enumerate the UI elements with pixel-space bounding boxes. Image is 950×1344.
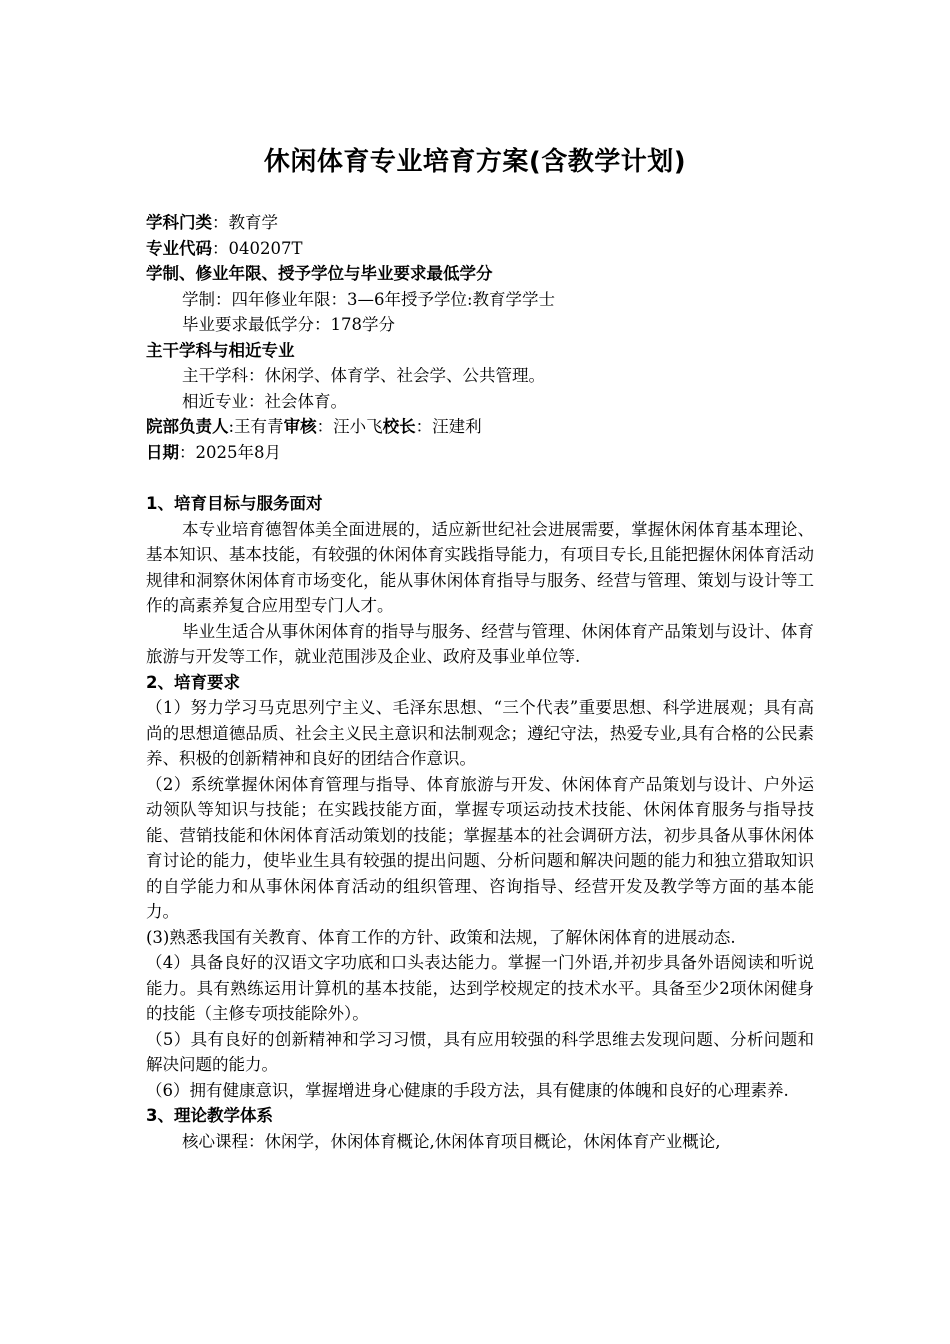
signatories-line xyxy=(146,414,814,440)
president-label: 校长 xyxy=(382,417,416,436)
min-credits-line: 毕业要求最低学分：178学分 xyxy=(182,315,395,334)
study-system-line: 学制：四年修业年限：3—6年授予学位:教育学学士 xyxy=(182,289,556,309)
subject-category-label: 学科门类 xyxy=(146,213,212,232)
core-courses-line: 核心课程：休闲学，休闲体育概论,休闲体育项目概论，休闲体育产业概论, xyxy=(182,1131,721,1151)
dean-label: 院部负责人 xyxy=(146,417,229,436)
document-body xyxy=(146,210,814,1154)
major-code-label: 专业代码 xyxy=(146,238,212,258)
requirement-item-3: (3)熟悉我国有关教育、体育工作的方针、政策和法规，了解休闲体育的进展动态. xyxy=(146,927,736,947)
president-value: ：汪建利 xyxy=(415,417,482,436)
section-2-heading: 2、培育要求 xyxy=(146,672,240,692)
related-major-line: 相近专业：社会体育。 xyxy=(182,391,347,411)
date-line xyxy=(146,440,814,466)
requirement-item-2: （2）系统掌握休闲体育管理与指导、体育旅游与开发、休闲体育产品策划与设计、户外运动领队等知识与技能；在实践技能方面，掌握专项运动技术技能、休闲体育服务与指导技能、营销技能和休闲体育活动策划的技能；掌握基本的社会调研方法，初步具备从事休闲体育讨论的能力，使毕业生具有较强的提出问题、分析问题和解决问题的能力和独立猎取知识的自学能力和从事休闲体育活动的组织管理、咨询指导、经营开发及教学等方面的基本能力。 xyxy=(146,774,814,921)
section-spacer xyxy=(146,465,814,491)
requirement-item-5: （5）具有良好的创新精神和学习习惯，具有应用较强的科学思维去发现问题、分析问题和解决问题的能力。 xyxy=(146,1029,814,1074)
section-1-paragraph-1: 本专业培育德智体美全面进展的，适应新世纪社会进展需要，掌握休闲体育基本理论、基本知识、基本技能，有较强的休闲体育实践指导能力，有项目专长,且能把握休闲体育活动规律和洞察休闲体育市场变化，能从事休闲体育指导与服务、经营与管理、策划与设计等工作的高素养复合应用型专门人才。 xyxy=(146,519,814,615)
study-system-heading: 学制、修业年限、授予学位与毕业要求最低学分 xyxy=(146,264,493,283)
requirement-item-1: （1）努力学习马克思列宁主义、毛泽东思想、“三个代表”重要思想、科学进展观；具有高尚的思想道德品质、社会主义民主意识和法制观念；遵纪守法，热爱专业,具有合格的公民素养、积极的创新精神和良好的团结合作意识。 xyxy=(146,698,814,768)
section-3-heading: 3、理论教学体系 xyxy=(146,1106,273,1125)
section-1-heading: 1、培育目标与服务面对 xyxy=(146,494,323,513)
discipline-heading: 主干学科与相近专业 xyxy=(146,340,295,360)
subject-category-value: ：教育学 xyxy=(212,213,278,232)
major-code-value: ：040207T xyxy=(212,238,303,258)
review-label: 审核 xyxy=(283,417,317,436)
requirement-item-6: （6）拥有健康意识，掌握增进身心健康的手段方法，具有健康的体魄和良好的心理素养. xyxy=(146,1080,789,1100)
date-value: ：2025年8月 xyxy=(179,442,281,462)
date-label: 日期 xyxy=(146,442,179,462)
requirement-item-4: （4）具备良好的汉语文字功底和口头表达能力。掌握一门外语,并初步具备外语阅读和听说能力。具有熟练运用计算机的基本技能，达到学校规定的技术水平。具备至少2项休闲健身的技能（主修专项技能除外）。 xyxy=(146,953,814,1023)
document-title: 休闲体育专业培育方案(含教学计划) xyxy=(263,147,687,177)
section-1-paragraph-2: 毕业生适合从事休闲体育的指导与服务、经营与管理、休闲体育产品策划与设计、体育旅游与开发等工作，就业范围涉及企业、政府及事业单位等. xyxy=(146,621,814,666)
main-discipline-line: 主干学科：休闲学、体育学、社会学、公共管理。 xyxy=(182,366,545,385)
review-value: ：汪小飞 xyxy=(316,417,383,436)
subject-category-line xyxy=(146,210,814,236)
dean-value: :王有青 xyxy=(228,417,284,436)
major-code-line xyxy=(146,236,814,262)
